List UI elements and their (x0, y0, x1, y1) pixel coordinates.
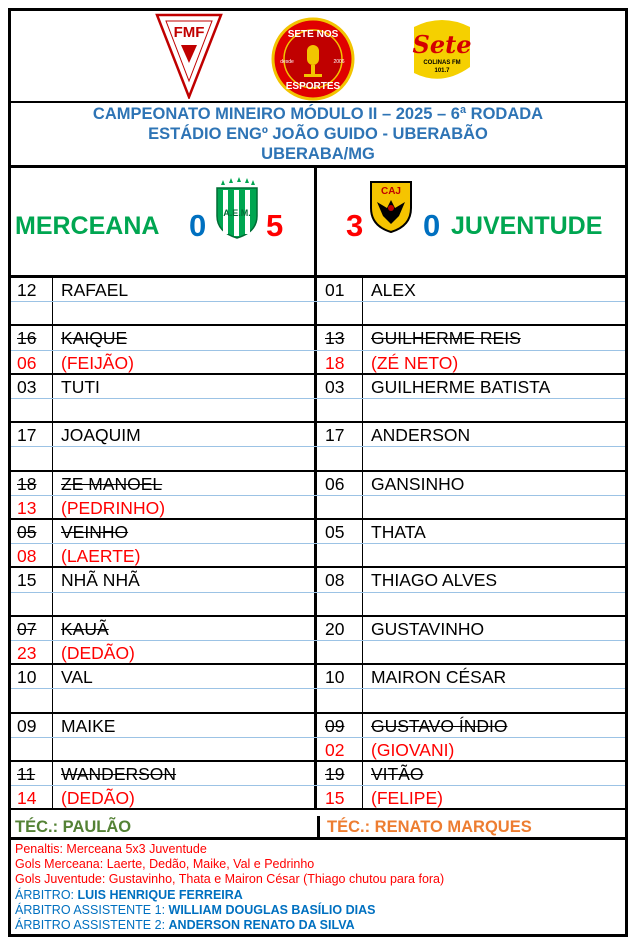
left-player-name: KAIQUE (53, 326, 317, 349)
table-row (11, 665, 625, 689)
referee-name: LUIS HENRIQUE FERREIRA (77, 887, 243, 902)
left-player-number (11, 593, 53, 615)
assistant1-name: WILLIAM DOUGLAS BASÍLIO DIAS (168, 902, 376, 917)
right-player-name: GUILHERME REIS (371, 328, 521, 349)
home-side (11, 168, 317, 275)
sete-logo-freq: 101.7 (434, 68, 450, 74)
right-player-number: 06 (317, 472, 363, 495)
left-player-name: (FEIJÃO) (53, 351, 317, 373)
left-player-number: 16 (11, 326, 53, 349)
table-row (11, 375, 625, 399)
left-player-name: TUTI (53, 375, 317, 398)
left-player-number (11, 447, 53, 469)
match-report-sheet (8, 8, 628, 937)
right-player-name (363, 544, 625, 566)
left-player-number: 06 (11, 351, 53, 373)
right-player-number: 10 (317, 665, 363, 688)
right-player-number (317, 641, 363, 663)
assistant2-label: ÁRBITRO ASSISTENTE 2: (15, 918, 169, 933)
right-player-number: 01 (317, 278, 363, 301)
fmf-logo-text: FMF (173, 24, 205, 41)
table-row (11, 786, 625, 810)
table-row (11, 496, 625, 520)
sete-nos-esportes-logo (271, 17, 355, 101)
left-player-name (53, 689, 317, 711)
right-player-name: GUSTAVINHO (371, 618, 485, 639)
right-player-name (363, 496, 625, 518)
assistant1-note (15, 903, 623, 918)
left-player-name (53, 447, 317, 469)
juventude-badge-text: CAJ (380, 186, 402, 197)
right-player-number (317, 399, 363, 421)
table-row (11, 544, 625, 568)
right-player-number (317, 593, 363, 615)
left-player-name: JOAQUIM (53, 423, 317, 446)
sete-logo-sub: COLINAS FM (423, 60, 461, 66)
right-player-number: 02 (317, 738, 363, 760)
table-row (11, 714, 625, 738)
right-player-name: (ZÉ NETO) (371, 352, 459, 373)
left-player-name (53, 302, 317, 324)
right-player-name (363, 447, 625, 469)
right-player-name: GUILHERME BATISTA (371, 376, 551, 397)
left-player-number: 23 (11, 641, 53, 663)
right-player-number (317, 544, 363, 566)
left-player-number: 05 (11, 520, 53, 543)
sete-logo-name: Sete (412, 30, 472, 59)
right-player-name: THATA (371, 522, 426, 542)
coaches-divider (317, 816, 320, 837)
right-player-number (317, 496, 363, 518)
left-player-name (53, 738, 317, 760)
left-player-number: 15 (11, 568, 53, 591)
left-player-number: 09 (11, 714, 53, 737)
left-player-number: 08 (11, 544, 53, 566)
left-player-number: 10 (11, 665, 53, 688)
fmf-logo (154, 13, 224, 99)
assistant1-label: ÁRBITRO ASSISTENTE 1: (15, 902, 169, 917)
table-row (11, 447, 625, 471)
away-coach: TÉC.: RENATO MARQUES (327, 818, 532, 836)
right-player-number (317, 302, 363, 324)
left-player-number (11, 738, 53, 760)
championship-title (11, 103, 625, 168)
referee-note (15, 888, 623, 903)
table-row (11, 423, 625, 447)
table-row (11, 520, 625, 544)
title-line-3: UBERABA/MG (261, 145, 375, 163)
table-row (11, 738, 625, 762)
left-player-name: (DEDÃO) (53, 786, 317, 808)
left-player-name: VEINHO (53, 520, 317, 543)
match-notes (15, 842, 623, 933)
header-logos (11, 11, 625, 103)
coaches-row (11, 816, 625, 840)
left-player-name: VAL (53, 665, 317, 688)
right-player-number: 13 (317, 326, 363, 349)
referee-label: ÁRBITRO: (15, 887, 78, 902)
left-player-name: (PEDRINHO) (53, 496, 317, 518)
left-player-name: WANDERSON (53, 762, 317, 785)
right-player-number: 20 (317, 617, 363, 640)
left-player-number (11, 689, 53, 711)
right-player-name: (GIOVANI) (371, 739, 455, 760)
away-team-name: JUVENTUDE (451, 212, 603, 240)
left-player-number: 12 (11, 278, 53, 301)
home-goals: 0 (189, 208, 207, 243)
goals-juventude-note: Gols Juventude: Gustavinho, Thata e Mairon César (Thiago chutou para fora) (15, 872, 445, 887)
away-penalties: 3 (346, 208, 364, 243)
left-player-number: 18 (11, 472, 53, 495)
left-player-number (11, 399, 53, 421)
title-line-2: ESTÁDIO ENGº JOÃO GUIDO - UBERABÃO (148, 125, 488, 143)
away-goals: 0 (423, 208, 441, 243)
table-row (11, 689, 625, 713)
merceana-badge-icon (213, 176, 261, 240)
home-penalties: 5 (266, 208, 284, 243)
left-player-number: 03 (11, 375, 53, 398)
right-player-name (363, 641, 625, 663)
right-player-name: GANSINHO (371, 473, 465, 494)
table-row (11, 617, 625, 641)
left-player-name: NHÃ NHÃ (53, 568, 317, 591)
home-coach: TÉC.: PAULÃO (15, 818, 132, 836)
sete-nos-top-text: SETE NOS (287, 29, 339, 40)
left-player-name: (LAERTE) (53, 544, 317, 566)
penalties-note: Penaltis: Merceana 5x3 Juventude (15, 842, 207, 856)
table-row (11, 762, 625, 786)
right-player-name: VITÃO (371, 764, 424, 784)
right-player-number: 19 (317, 762, 363, 785)
table-row (11, 351, 625, 375)
merceana-badge-text: A.E.M. (223, 208, 251, 218)
left-player-number: 14 (11, 786, 53, 808)
juventude-badge-icon (367, 178, 415, 234)
left-player-name (53, 399, 317, 421)
left-player-name: KAUÃ (53, 617, 317, 640)
right-player-number: 09 (317, 714, 363, 737)
right-player-name (363, 399, 625, 421)
right-player-number (317, 447, 363, 469)
right-player-name: ALEX (371, 280, 416, 300)
right-player-name: ANDERSON (371, 425, 471, 446)
right-player-number: 18 (317, 351, 363, 373)
table-row (11, 326, 625, 350)
sete-nos-bottom-text: ESPORTES (285, 81, 341, 92)
scoreboard (11, 168, 625, 278)
left-player-number: 07 (11, 617, 53, 640)
right-player-number: 03 (317, 375, 363, 398)
assistant2-note (15, 918, 623, 933)
table-row (11, 278, 625, 302)
right-player-name: MAIRON CÉSAR (371, 667, 507, 688)
left-player-number: 17 (11, 423, 53, 446)
table-row (11, 302, 625, 326)
away-side (317, 168, 625, 275)
right-player-name (363, 302, 625, 324)
right-player-name: THIAGO ALVES (371, 570, 498, 591)
right-player-name (363, 593, 625, 615)
right-player-name (363, 689, 625, 711)
sete-colinas-fm-logo (406, 17, 478, 87)
table-row (11, 399, 625, 423)
sete-nos-right-text: 2006 (333, 59, 345, 65)
right-player-name: (FELIPE) (371, 788, 443, 809)
right-player-number: 05 (317, 520, 363, 543)
left-player-name: RAFAEL (53, 278, 317, 301)
right-player-number: 15 (317, 786, 363, 808)
home-team-name: MERCEANA (15, 212, 160, 240)
table-row (11, 472, 625, 496)
title-line-1: CAMPEONATO MINEIRO MÓDULO II – 2025 – 6ª RODADA (92, 105, 544, 123)
left-player-name: MAIKE (53, 714, 317, 737)
table-row (11, 593, 625, 617)
left-player-number: 13 (11, 496, 53, 518)
table-row (11, 641, 625, 665)
right-player-number: 08 (317, 568, 363, 591)
right-player-number (317, 689, 363, 711)
left-player-name (53, 593, 317, 615)
left-player-name: (DEDÃO) (53, 641, 317, 663)
right-player-number: 17 (317, 423, 363, 446)
goals-merceana-note: Gols Merceana: Laerte, Dedão, Maike, Val e Pedrinho (15, 857, 315, 872)
assistant2-name: ANDERSON RENATO DA SILVA (168, 918, 355, 933)
sete-nos-left-text: desde (280, 59, 294, 65)
left-player-number (11, 302, 53, 324)
table-row (11, 568, 625, 592)
left-player-number: 11 (11, 762, 53, 785)
left-player-name: ZE MANOEL (53, 472, 317, 495)
right-player-name: GUSTAVO ÍNDIO (371, 715, 508, 736)
